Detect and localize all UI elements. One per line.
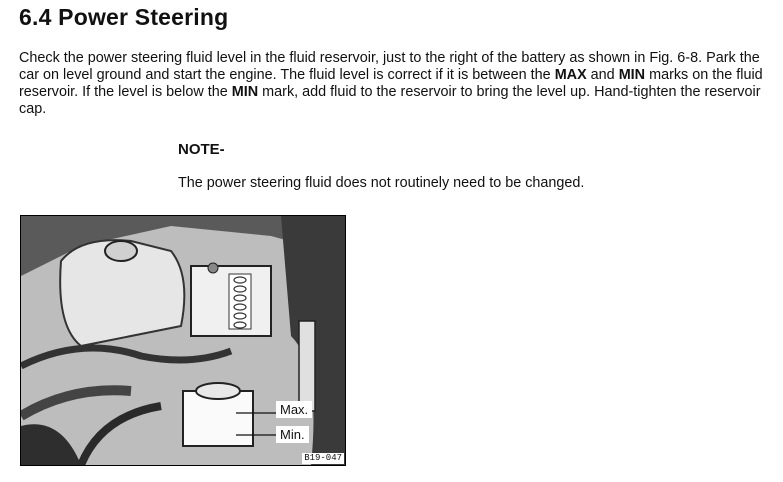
para-part-4: mark, add fluid to the reservoir to bring the level up. Hand-tighten the reservoir cap. xyxy=(19,84,761,117)
section-heading: 6.4 Power Steering xyxy=(19,4,229,30)
min-keyword: MIN xyxy=(618,67,646,83)
instruction-paragraph xyxy=(19,50,779,118)
engine-bay-figure xyxy=(20,215,346,466)
para-part-2: and xyxy=(586,67,619,83)
figure-code: B19-047 xyxy=(304,453,342,463)
max-keyword: MAX xyxy=(554,67,587,83)
note-text: The power steering fluid does not routinely need to be changed. xyxy=(178,175,585,191)
para-part-3: marks on the fluid reservoir. If the level is below the xyxy=(19,67,763,100)
max-mark-label: Max. xyxy=(276,401,312,418)
min-keyword-2: MIN xyxy=(231,84,259,100)
min-mark-label: Min. xyxy=(276,426,309,443)
para-part-1: Check the power steering fluid level in the fluid reservoir, just to the right of the battery as shown in Fig. 6-8. Park the car on level ground and start the engine. The fluid level is correct if it is between the xyxy=(19,50,760,83)
note-title: NOTE- xyxy=(178,141,225,158)
